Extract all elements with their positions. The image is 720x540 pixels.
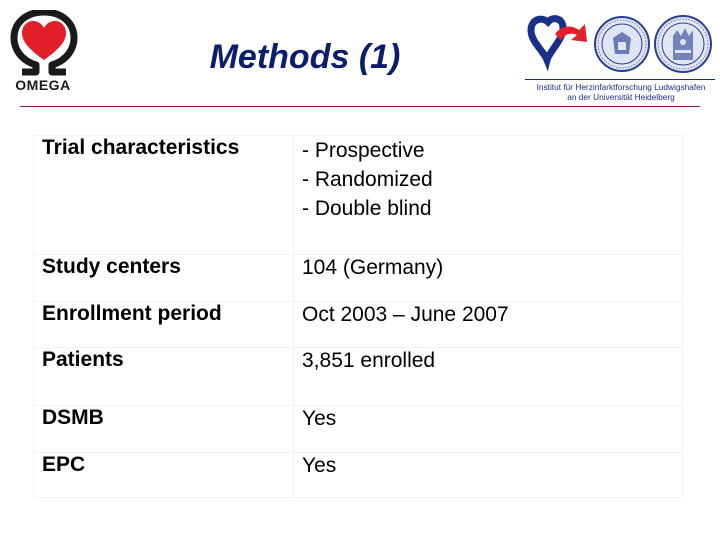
trial-characteristic: - Prospective — [302, 139, 425, 162]
trial-characteristic: - Randomized — [302, 168, 433, 191]
cell-text: Oct 2003 – June 2007 — [302, 303, 509, 326]
header-rule — [20, 106, 700, 107]
institute-name-line2: an der Universität Heidelberg — [567, 92, 675, 102]
table-row — [34, 302, 683, 348]
cell-text: Yes — [302, 407, 337, 430]
omega-wordmark: OMEGA — [15, 77, 71, 93]
row-value — [294, 348, 683, 406]
row-label: Trial characteristics — [34, 136, 294, 255]
table-row — [34, 406, 683, 453]
institute-divider — [525, 79, 715, 80]
university-seal-icon — [595, 17, 649, 71]
institute-name — [526, 82, 716, 102]
row-value — [294, 453, 683, 498]
row-label: DSMB — [34, 406, 294, 453]
table-row — [34, 453, 683, 498]
cell-text: 3,851 enrolled — [302, 349, 436, 372]
row-value — [294, 255, 683, 302]
heart-omega-logo-icon — [8, 10, 80, 80]
heart-arrow-logo-icon — [531, 19, 587, 60]
row-value — [294, 136, 683, 255]
methods-table — [33, 135, 683, 498]
row-label: Enrollment period — [34, 302, 294, 348]
institute-name-line1: Institut für Herzinfarktforschung Ludwigshafen — [536, 82, 706, 92]
row-label: Patients — [34, 348, 294, 406]
heidelberg-seal-icon — [655, 16, 711, 72]
table-row — [34, 348, 683, 406]
table-row — [34, 255, 683, 302]
trial-characteristic: - Double blind — [302, 197, 432, 220]
table-row — [34, 136, 683, 255]
row-label: Study centers — [34, 255, 294, 302]
cell-text: 104 (Germany) — [302, 256, 444, 279]
page-title: Methods (1) — [209, 38, 401, 76]
row-value — [294, 302, 683, 348]
row-label: EPC — [34, 453, 294, 498]
row-value — [294, 406, 683, 453]
cell-text: Yes — [302, 454, 337, 477]
